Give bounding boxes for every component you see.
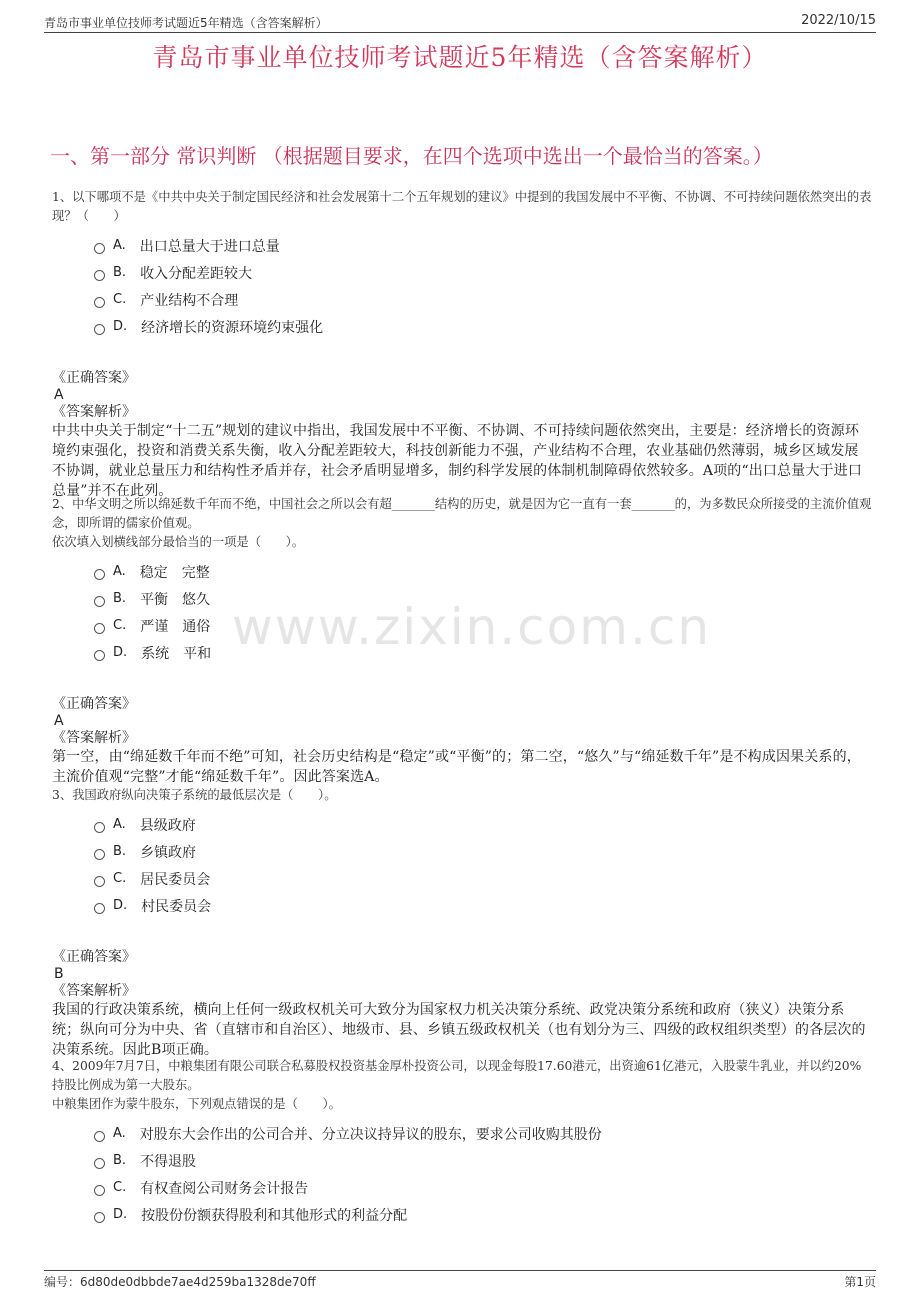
option-letter: A.	[113, 564, 126, 579]
explanation-text: 我国的行政决策系统，横向上任何一级政权机关可大致分为国家权力机关决策分系统、政党决策分系统和政府（狭义）决策分系统；纵向可分为中央、省（直辖市和自治区）、地级市、县、乡镇五级政权机关（也有划分为三、四级的政权组织类型）的各层次的决策系统。因此B项正确。	[52, 1002, 866, 1058]
radio-icon[interactable]	[94, 596, 105, 607]
radio-icon[interactable]	[94, 1212, 105, 1223]
explanation-label: 《答案解析》	[52, 730, 136, 746]
radio-icon[interactable]	[94, 876, 105, 887]
option-list	[52, 232, 872, 340]
option-text: 平衡 悠久	[140, 591, 211, 608]
explanation-text: 中共中央关于制定“十二五”规划的建议中指出，我国发展中不平衡、不协调、不可持续问题依然突出，主要是：经济增长的资源环境约束强化，投资和消费关系失衡，收入分配差距较大，科技创新能力不强，产业结构不合理，农业基础仍然薄弱，城乡区域发展不协调，就业总量压力和结构性矛盾并存，社会矛盾明显增多，制约科学发展的体制机制障碍依然较多。A项的“出口总量大于进口总量”并不在此列。	[52, 423, 862, 499]
document-title: 青岛市事业单位技师考试题近5年精选（含答案解析）	[152, 43, 768, 72]
option-letter: B.	[113, 1153, 127, 1168]
option-text: 按股份份额获得股利和其他形式的利益分配	[141, 1207, 408, 1224]
question-prompt: 依次填入划横线部分最恰当的一项是（ ）。	[52, 535, 305, 549]
watermark: www.zixin.com.cn	[232, 598, 712, 656]
option-letter: B.	[113, 844, 127, 859]
option-letter: C.	[113, 292, 127, 307]
option-list	[52, 1120, 872, 1228]
option-text: 系统 平和	[141, 645, 212, 662]
option-b[interactable]	[52, 585, 872, 612]
option-letter: B.	[113, 265, 127, 280]
option-text: 县级政府	[139, 817, 196, 834]
explanation-text: 第一空，由“绵延数千年而不绝”可知，社会历史结构是“稳定”或“平衡”的；第二空，“悠久”与“绵延数千年”是不构成因果关系的，主流价值观“完整”才能“绵延数千年”。因此答案选A。	[52, 749, 861, 785]
option-text: 对股东大会作出的公司合并、分立决议持异议的股东，要求公司收购其股份	[139, 1126, 602, 1143]
radio-icon[interactable]	[94, 324, 105, 335]
question-2	[52, 495, 872, 787]
option-text: 村民委员会	[141, 898, 212, 915]
radio-icon[interactable]	[94, 243, 105, 254]
radio-icon[interactable]	[94, 1158, 105, 1169]
option-letter: D.	[113, 319, 128, 334]
radio-icon[interactable]	[94, 650, 105, 661]
option-d[interactable]	[52, 892, 872, 919]
option-text: 乡镇政府	[140, 844, 197, 861]
header-doc-title: 青岛市事业单位技师考试题近5年精选（含答案解析）	[44, 16, 328, 30]
option-text: 收入分配差距较大	[140, 265, 253, 282]
option-b[interactable]	[52, 259, 872, 286]
option-text: 严谨 通俗	[140, 618, 211, 635]
page-number: 第1页	[844, 1275, 876, 1289]
answer-section	[52, 370, 872, 501]
radio-icon[interactable]	[94, 903, 105, 914]
option-a[interactable]	[52, 558, 872, 585]
page-footer	[44, 1270, 876, 1291]
section-title: 一、第一部分 常识判断 （根据题目要求，在四个选项中选出一个最恰当的答案。）	[50, 144, 773, 168]
question-4	[52, 1057, 872, 1228]
option-d[interactable]	[52, 313, 872, 340]
question-text: 2、中华文明之所以绵延数千年而不绝，中国社会之所以会有超_______结构的历史，就是因为它一直有一套_______的，为多数民众所接受的主流价值观念，即所谓的儒家价值观。	[52, 497, 872, 530]
radio-icon[interactable]	[94, 623, 105, 634]
option-c[interactable]	[52, 286, 872, 313]
option-letter: C.	[113, 871, 127, 886]
answer-label: 《正确答案》	[52, 949, 136, 965]
option-text: 产业结构不合理	[140, 292, 239, 309]
answer-value: A	[54, 387, 64, 403]
option-letter: C.	[113, 1180, 127, 1195]
answer-section	[52, 696, 872, 787]
answer-label: 《正确答案》	[52, 696, 136, 712]
question-3	[52, 786, 872, 1060]
explanation-label: 《答案解析》	[52, 983, 136, 999]
option-letter: A.	[113, 1126, 126, 1141]
question-text: 3、我国政府纵向决策子系统的最低层次是（ ）。	[52, 788, 337, 802]
question-text: 1、以下哪项不是《中共中央关于制定国民经济和社会发展第十二个五年规划的建议》中提到的我国发展中不平衡、不协调、不可持续问题依然突出的表现？（ ）	[52, 190, 872, 223]
radio-icon[interactable]	[94, 1185, 105, 1196]
option-c[interactable]	[52, 612, 872, 639]
answer-label: 《正确答案》	[52, 370, 136, 386]
radio-icon[interactable]	[94, 822, 105, 833]
option-text: 经济增长的资源环境约束强化	[141, 319, 324, 336]
radio-icon[interactable]	[94, 569, 105, 580]
page-header	[44, 12, 876, 33]
option-letter: B.	[113, 591, 127, 606]
answer-section	[52, 949, 872, 1060]
option-text: 出口总量大于进口总量	[139, 238, 280, 255]
option-text: 不得退股	[140, 1153, 197, 1170]
option-letter: A.	[113, 238, 126, 253]
question-text: 4、2009年7月7日，中粮集团有限公司联合私募股权投资基金厚朴投资公司，以现金每股17.60港元，出资逾61亿港元，入股蒙牛乳业，并以约20%持股比例成为第一大股东。	[52, 1059, 862, 1092]
option-text: 有权查阅公司财务会计报告	[140, 1180, 309, 1197]
option-d[interactable]	[52, 1201, 872, 1228]
question-prompt: 中粮集团作为蒙牛股东，下列观点错误的是（ ）。	[52, 1097, 341, 1111]
option-list	[52, 558, 872, 666]
question-1	[52, 188, 872, 501]
option-letter: D.	[113, 1207, 128, 1222]
option-d[interactable]	[52, 639, 872, 666]
explanation-label: 《答案解析》	[52, 404, 136, 420]
option-a[interactable]	[52, 811, 872, 838]
option-c[interactable]	[52, 1174, 872, 1201]
option-text: 稳定 完整	[139, 564, 210, 581]
option-letter: D.	[113, 898, 128, 913]
option-letter: D.	[113, 645, 128, 660]
option-b[interactable]	[52, 1147, 872, 1174]
option-text: 居民委员会	[140, 871, 211, 888]
radio-icon[interactable]	[94, 849, 105, 860]
option-a[interactable]	[52, 1120, 872, 1147]
radio-icon[interactable]	[94, 297, 105, 308]
answer-value: B	[54, 966, 64, 982]
option-c[interactable]	[52, 865, 872, 892]
option-letter: A.	[113, 817, 126, 832]
option-list	[52, 811, 872, 919]
option-letter: C.	[113, 618, 127, 633]
option-b[interactable]	[52, 838, 872, 865]
radio-icon[interactable]	[94, 1131, 105, 1142]
header-date: 2022/10/15	[801, 13, 876, 28]
document-id: 编号：6d80de0dbbde7ae4d259ba1328de70ff	[44, 1275, 316, 1289]
option-a[interactable]	[52, 232, 872, 259]
answer-value: A	[54, 713, 64, 729]
radio-icon[interactable]	[94, 270, 105, 281]
